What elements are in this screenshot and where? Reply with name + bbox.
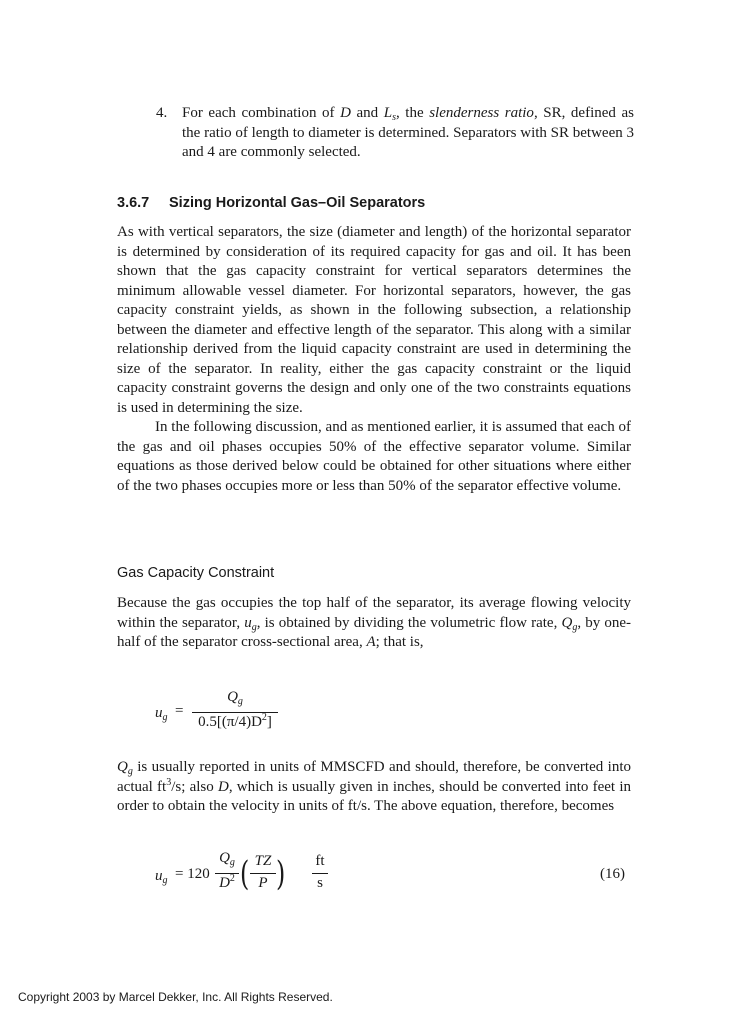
eq16-num1: $Q_g$ [219,850,235,868]
eq1-equals: = [175,703,184,719]
eq16-unit-den: s [317,875,323,891]
eq16-fraction-bar-2 [250,873,276,874]
paragraph-1: As with vertical separators, the size (diameter and length) of the horizontal separator is determined by consideration of its required capacity for gas and oil. It has been shown that the gas capacity constraint for vertical separators determines the minimum allowable vessel diameter. For horizontal separators, however, the gas capacity constraint yields, as shown in the following subsection, a relationship between the diameter and effective length of the separator. This along with a similar relationship derived from the liquid capacity constraint are used in determining the size of the separator. In reality, either the gas capacity constraint or the liquid capacity constraint governs the design and only one of the two constraints equations is used in determining the size. [117,224,631,416]
eq1-denominator: $0.5[(\pi/4)D^2]$ [198,712,272,730]
section-heading [117,195,425,211]
eq16-coefficient: = 120 [175,866,210,882]
paragraph-3: Because the gas occupies the top half of the separator, its average flowing velocity within the separator, $u_g$, is obtained by dividing the volumetric flow rate, $Q_g$, by one-half of the separator cross-sectional area, A; that is, [117,595,632,650]
subsection-title: Gas Capacity Constraint [117,565,275,581]
list-item-text: For each combination of D and $L_s$, the slenderness ratio, SR, defined as the ratio of length to diameter is determined. Separators with SR between 3 and 4 are commonly selected. [182,105,634,160]
eq1-lhs: $u_g$ [155,705,168,723]
eq16-right-paren: ) [275,854,286,894]
eq16-lhs: $u_g$ [155,868,168,886]
eq16-den1: $D^2$ [219,873,235,891]
eq16-left-paren: ( [239,854,250,894]
list-item-number: 4. [156,105,168,121]
eq1-numerator: $Q_g$ [227,689,243,707]
section-title: Sizing Horizontal Gas–Oil Separators [169,195,426,211]
eq16-den2: P [258,875,268,891]
paragraph-4: $Q_g$ is usually reported in units of MMSCFD and should, therefore, be converted into actual $ft^3/s$; also D, which is usually given in inches, should be converted into feet in order to obtain the velocity in units of ft/s. The above equation, therefore, becomes [117,759,631,814]
eq16-unit-bar [312,873,328,874]
body-text [117,223,631,496]
eq16-num2: TZ [254,853,272,869]
section-number: 3.6.7 [117,195,150,211]
paragraph-2: In the following discussion, and as mentioned earlier, it is assumed that each of the gas and oil phases occupies 50% of the effective separator volume. Similar equations as those derived below could be obtained for other situations where either of the two phases occupies more or less than 50% of the separator effective volume. [117,419,631,494]
eq16-fraction-bar-1 [215,873,239,874]
copyright-notice: Copyright 2003 by Marcel Dekker, Inc. All Rights Reserved. [18,990,333,1004]
equation-number: (16) [600,866,625,882]
eq16-unit-num: ft [315,853,325,869]
